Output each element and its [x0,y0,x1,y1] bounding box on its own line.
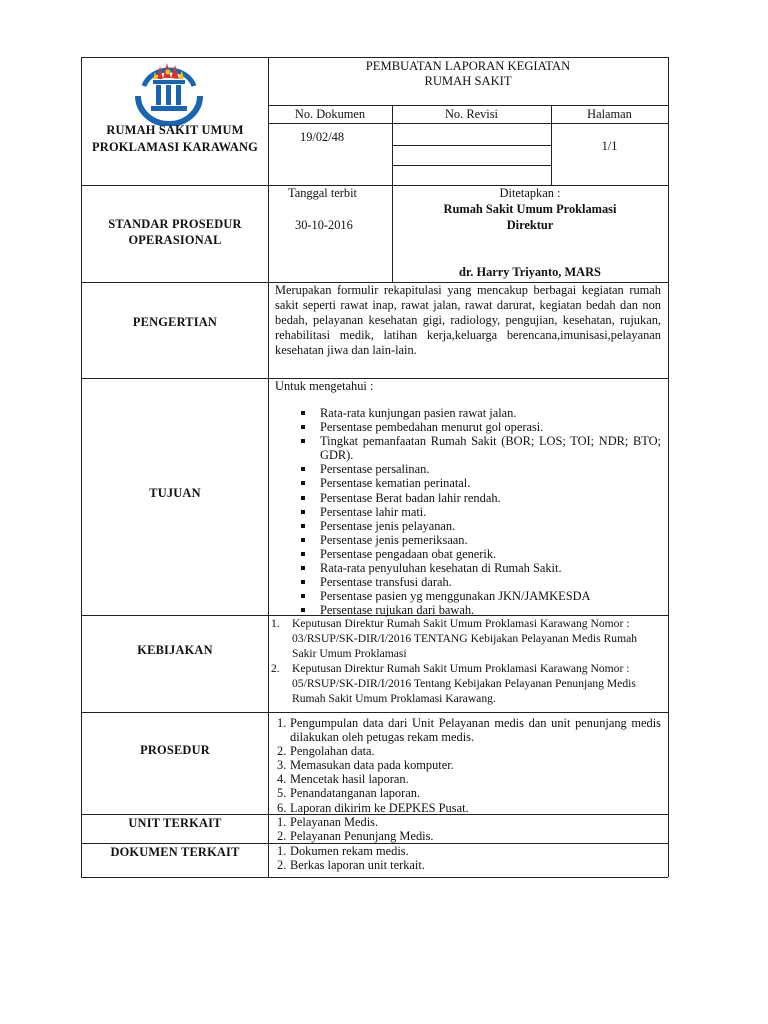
item-text: Dokumen rekam medis. [290,844,409,858]
list-item: Rata-rata penyuluhan kesehatan di Rumah Sakit. [272,561,661,575]
list-item [268,661,653,706]
item-text: Keputusan Direktur Rumah Sakit Umum Proklamasi Karawang Nomor : 05/RSUP/SK-DIR/I/2016 Tentang Kebijakan Pelayanan Penunjang Medis Rumah Sakit Umum Proklamasi Karawang. [292,662,636,705]
dokumen-terkait-list [270,844,661,872]
institution-name: RUMAH SAKIT UMUM PROKLAMASI KARAWANG [92,123,258,154]
set-by-label: Ditetapkan : [499,186,561,200]
item-number: 1. [277,716,287,730]
issue-date: 30-10-2016 [295,218,353,232]
set-by-role: Direktur [506,218,554,232]
pengertian-label: PENGERTIAN [132,315,218,329]
logo-emblem-icon [129,60,209,126]
signatory-name: dr. Harry Triyanto, MARS [459,265,601,279]
pengertian-text: Merupakan formulir rekapitulasi yang mencakup berbagai kegiatan rumah sakit seperti rawat inap, rawat jalan, rawat darurat, kegiatan bedah dan non bedah, pelayanan kesehatan gigi, radiology, pengujian, kesehatan, rujukan, rehabilitasi medik, latihan kerja,keluarga berencana,imunisasi,pelayanan kesehatan jiwa dan lain-lain. [275,283,661,357]
list-item: Persentase kematian perinatal. [272,476,661,490]
list-item: Persentase Berat badan lahir rendah. [272,491,661,505]
item-number: 2. [277,829,287,844]
kebijakan-list [268,616,653,706]
list-item [270,801,661,815]
item-text: Mencetak hasil laporan. [290,772,409,787]
list-item: Persentase lahir mati. [272,505,661,519]
unit-terkait-list [270,815,661,843]
item-text: Pelayanan Medis. [290,815,379,829]
tujuan-label: TUJUAN [149,486,201,500]
list-item: Persentase persalinan. [272,462,661,476]
list-item: Rata-rata kunjungan pasien rawat jalan. [272,406,661,420]
document-title [268,59,668,89]
list-item: Persentase pengadaan obat generik. [272,547,661,561]
title-line-1: PEMBUATAN LAPORAN KEGIATAN [365,59,571,73]
list-item [270,786,661,800]
list-item: Persentase jenis pelayanan. [272,519,661,533]
list-item: Persentase rujukan dari bawah. [272,603,661,617]
list-item [270,716,661,744]
list-item [270,815,661,829]
page-label: Halaman [587,107,632,121]
item-text: Berkas laporan unit terkait. [290,858,425,873]
item-number: 2. [277,858,287,873]
item-text: Laporan dikirim ke DEPKES Pusat. [290,800,469,815]
list-item: Persentase pasien yg menggunakan JKN/JAMKESDA [272,589,661,603]
item-number: 1. [271,617,280,630]
item-text: Keputusan Direktur Rumah Sakit Umum Proklamasi Karawang Nomor : 03/RSUP/SK-DIR/I/2016 TENTANG Kebijakan Pelayanan Medis Rumah Sakir Umum Proklamasi [292,617,638,660]
list-item [270,829,661,843]
item-number: 4. [277,772,287,787]
hospital-logo [129,60,209,126]
sop-label: STANDAR PROSEDUR OPERASIONAL [108,217,242,247]
issue-date-label: Tanggal terbit [288,186,357,200]
list-item: Persentase transfusi darah. [272,575,661,589]
item-number: 2. [277,744,287,759]
item-text: Pengumpulan data dari Unit Pelayanan medis dan unit penunjang medis dilakukan oleh petugas rekam medis. [290,716,661,745]
title-line-2: RUMAH SAKIT [424,74,512,88]
item-number: 3. [277,758,287,773]
item-text: Penandatanganan laporan. [290,786,421,801]
item-number: 1. [277,844,287,858]
list-item: Tingkat pemanfaatan Rumah Sakit (BOR; LOS; TOI; NDR; BTO; GDR). [272,434,661,462]
dokumen-terkait-label: DOKUMEN TERKAIT [110,845,240,859]
doc-no-value: 19/02/48 [300,130,345,144]
tujuan-intro: Untuk mengetahui : [275,379,374,393]
item-number: 2. [271,662,280,675]
list-item: Persentase jenis pemeriksaan. [272,533,661,547]
prosedur-list [270,716,661,815]
list-item [270,744,661,758]
list-item [268,616,653,661]
list-item [270,858,661,872]
revision-label: No. Revisi [444,107,498,121]
item-text: Pelayanan Penunjang Medis. [290,829,434,844]
list-item [270,844,661,858]
item-text: Memasukan data pada komputer. [290,758,454,773]
prosedur-label: PROSEDUR [140,743,210,757]
set-by-org: Rumah Sakit Umum Proklamasi [443,202,617,216]
item-number: 5. [277,786,287,801]
item-text: Pengolahan data. [290,744,375,759]
list-item [270,772,661,786]
tujuan-list [272,406,661,617]
kebijakan-label: KEBIJAKAN [137,643,213,657]
page-value: 1/1 [601,139,618,153]
unit-terkait-label: UNIT TERKAIT [128,816,222,830]
item-number: 6. [277,800,287,815]
list-item: Persentase pembedahan menurut gol operasi. [272,420,661,434]
list-item [270,758,661,772]
item-number: 1. [277,815,287,829]
doc-no-label: No. Dokumen [294,107,366,121]
